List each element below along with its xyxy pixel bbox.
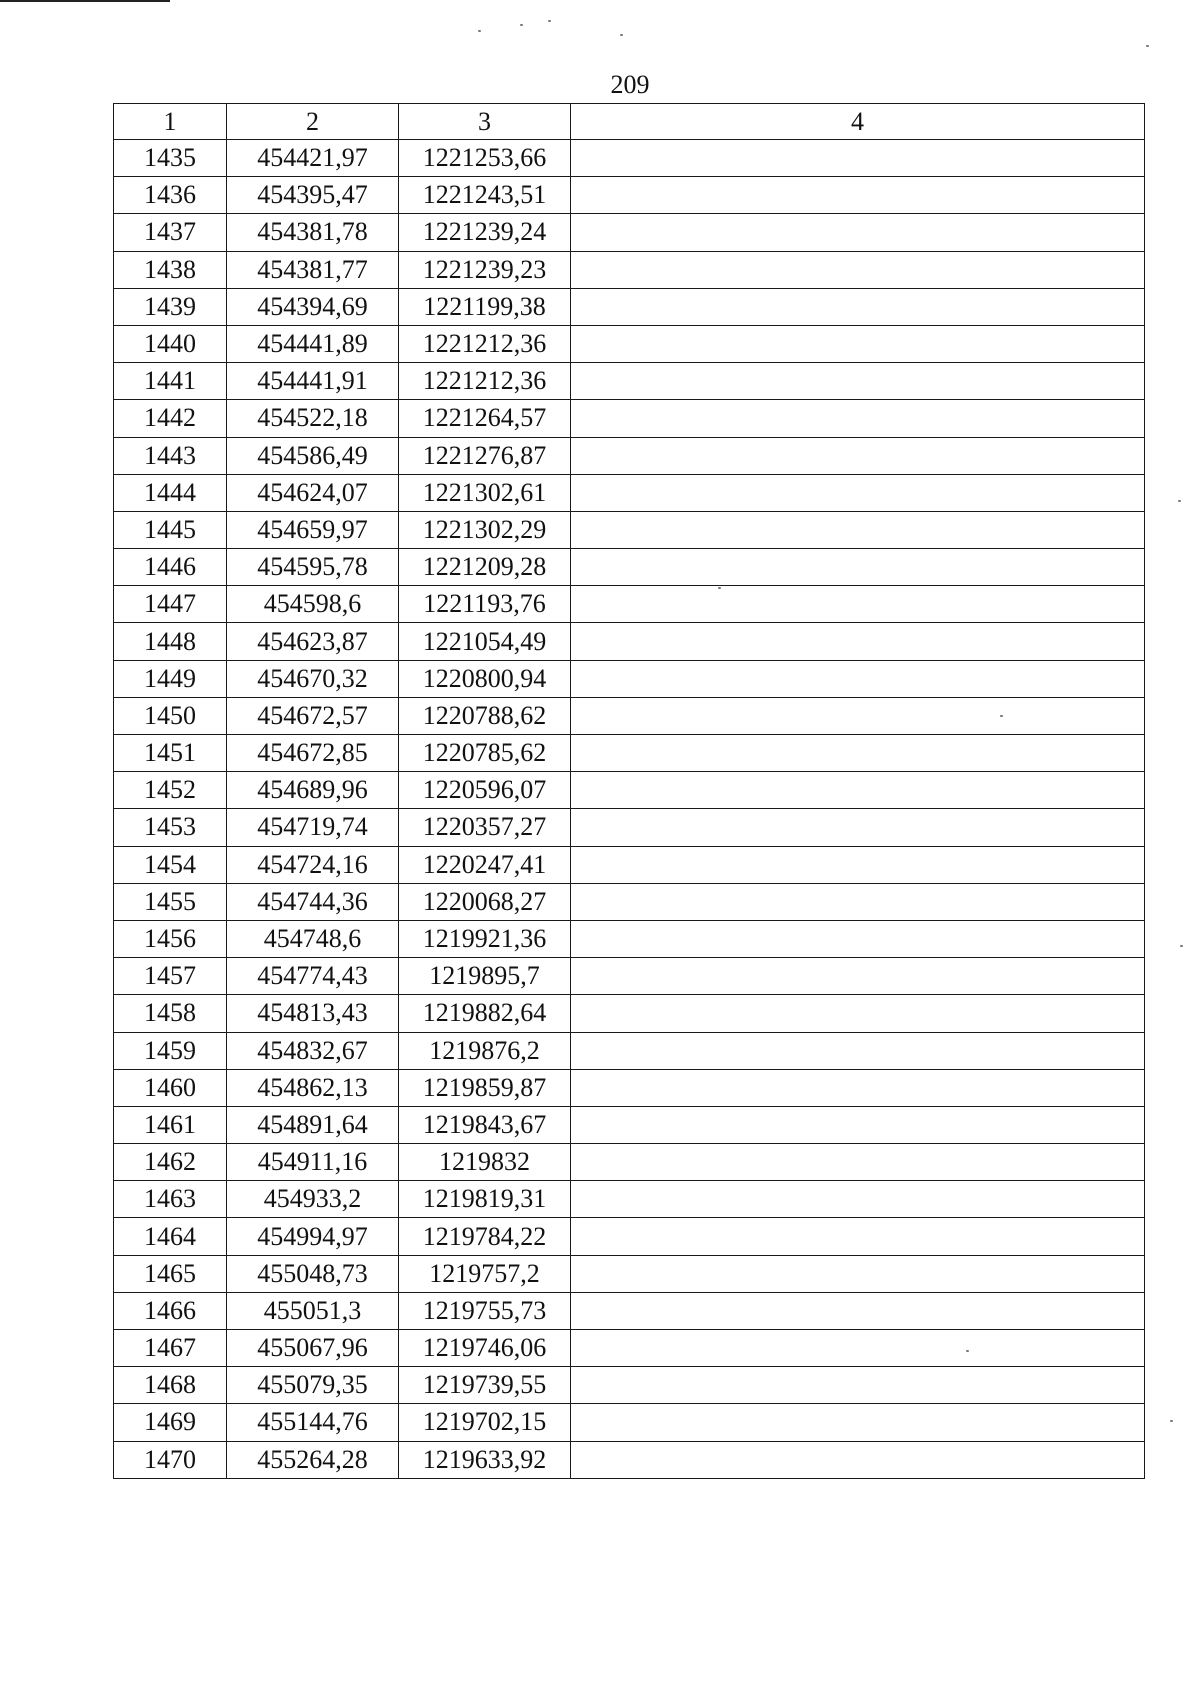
notes-cell — [571, 1218, 1145, 1255]
coordinate-x-cell: 454441,91 — [227, 363, 399, 400]
notes-cell — [571, 1255, 1145, 1292]
table-row — [114, 697, 1145, 734]
point-number-cell: 1454 — [114, 846, 227, 883]
coordinate-x-cell: 454862,13 — [227, 1069, 399, 1106]
table-row — [114, 400, 1145, 437]
coordinate-y-cell: 1221243,51 — [399, 177, 571, 214]
point-number-cell: 1462 — [114, 1144, 227, 1181]
notes-cell — [571, 995, 1145, 1032]
point-number-cell: 1446 — [114, 549, 227, 586]
coordinate-x-cell: 454672,85 — [227, 735, 399, 772]
point-number-cell: 1441 — [114, 363, 227, 400]
table-row — [114, 1292, 1145, 1329]
point-number-cell: 1440 — [114, 325, 227, 362]
point-number-cell: 1451 — [114, 735, 227, 772]
table-row — [114, 474, 1145, 511]
coordinate-y-cell: 1219832 — [399, 1144, 571, 1181]
column-header-1: 1 — [114, 104, 227, 140]
coordinate-y-cell: 1221239,23 — [399, 251, 571, 288]
coordinate-y-cell: 1219746,06 — [399, 1330, 571, 1367]
table-row — [114, 809, 1145, 846]
coordinate-y-cell: 1220785,62 — [399, 735, 571, 772]
column-header-3: 3 — [399, 104, 571, 140]
coordinate-x-cell: 454832,67 — [227, 1032, 399, 1069]
scan-speck — [1146, 45, 1149, 47]
point-number-cell: 1453 — [114, 809, 227, 846]
point-number-cell: 1439 — [114, 288, 227, 325]
point-number-cell: 1445 — [114, 511, 227, 548]
coordinate-y-cell: 1219876,2 — [399, 1032, 571, 1069]
point-number-cell: 1467 — [114, 1330, 227, 1367]
column-header-2: 2 — [227, 104, 399, 140]
coordinate-y-cell: 1219633,92 — [399, 1441, 571, 1478]
point-number-cell: 1465 — [114, 1255, 227, 1292]
coordinate-x-cell: 454748,6 — [227, 920, 399, 957]
coordinate-y-cell: 1219702,15 — [399, 1404, 571, 1441]
table-row — [114, 288, 1145, 325]
coordinate-y-cell: 1221212,36 — [399, 363, 571, 400]
table-row — [114, 1069, 1145, 1106]
notes-cell — [571, 474, 1145, 511]
coordinate-x-cell: 454522,18 — [227, 400, 399, 437]
notes-cell — [571, 400, 1145, 437]
table-row — [114, 1106, 1145, 1143]
coordinate-x-cell: 454623,87 — [227, 623, 399, 660]
scan-speck — [478, 30, 481, 32]
coordinate-y-cell: 1221239,24 — [399, 214, 571, 251]
coordinate-y-cell: 1219819,31 — [399, 1181, 571, 1218]
scan-speck — [620, 34, 623, 36]
point-number-cell: 1468 — [114, 1367, 227, 1404]
coordinate-x-cell: 454994,97 — [227, 1218, 399, 1255]
point-number-cell: 1449 — [114, 660, 227, 697]
notes-cell — [571, 1404, 1145, 1441]
point-number-cell: 1435 — [114, 140, 227, 177]
table-row — [114, 1032, 1145, 1069]
column-header-4: 4 — [571, 104, 1145, 140]
table-row — [114, 995, 1145, 1032]
notes-cell — [571, 214, 1145, 251]
notes-cell — [571, 735, 1145, 772]
notes-cell — [571, 1367, 1145, 1404]
point-number-cell: 1469 — [114, 1404, 227, 1441]
coordinate-y-cell: 1220800,94 — [399, 660, 571, 697]
point-number-cell: 1459 — [114, 1032, 227, 1069]
table-row — [114, 325, 1145, 362]
table-row — [114, 883, 1145, 920]
coordinate-x-cell: 454744,36 — [227, 883, 399, 920]
notes-cell — [571, 511, 1145, 548]
coordinate-x-cell: 454689,96 — [227, 772, 399, 809]
coordinate-y-cell: 1219755,73 — [399, 1292, 571, 1329]
scan-speck — [520, 24, 523, 26]
table-header-row — [114, 104, 1145, 140]
table-row — [114, 1441, 1145, 1478]
scan-speck — [1170, 1420, 1173, 1422]
coordinate-y-cell: 1219739,55 — [399, 1367, 571, 1404]
table-row — [114, 735, 1145, 772]
coordinate-y-cell: 1221054,49 — [399, 623, 571, 660]
table-row — [114, 1367, 1145, 1404]
coordinate-y-cell: 1221276,87 — [399, 437, 571, 474]
point-number-cell: 1436 — [114, 177, 227, 214]
table-row — [114, 586, 1145, 623]
coordinate-x-cell: 454774,43 — [227, 958, 399, 995]
notes-cell — [571, 846, 1145, 883]
coordinate-x-cell: 454672,57 — [227, 697, 399, 734]
coordinate-x-cell: 455051,3 — [227, 1292, 399, 1329]
point-number-cell: 1443 — [114, 437, 227, 474]
coordinate-x-cell: 454911,16 — [227, 1144, 399, 1181]
table-body — [114, 140, 1145, 1479]
coordinate-y-cell: 1220788,62 — [399, 697, 571, 734]
table-row — [114, 1144, 1145, 1181]
coordinate-y-cell: 1221193,76 — [399, 586, 571, 623]
scan-speck — [1180, 945, 1183, 947]
notes-cell — [571, 363, 1145, 400]
point-number-cell: 1458 — [114, 995, 227, 1032]
point-number-cell: 1448 — [114, 623, 227, 660]
point-number-cell: 1447 — [114, 586, 227, 623]
point-number-cell: 1438 — [114, 251, 227, 288]
table-row — [114, 1404, 1145, 1441]
coordinate-y-cell: 1219843,67 — [399, 1106, 571, 1143]
coordinate-y-cell: 1221302,61 — [399, 474, 571, 511]
table-row — [114, 140, 1145, 177]
notes-cell — [571, 1441, 1145, 1478]
notes-cell — [571, 288, 1145, 325]
coordinate-y-cell: 1219859,87 — [399, 1069, 571, 1106]
table-row — [114, 623, 1145, 660]
coordinates-table — [113, 103, 1145, 1479]
coordinate-y-cell: 1220357,27 — [399, 809, 571, 846]
coordinate-x-cell: 454381,78 — [227, 214, 399, 251]
point-number-cell: 1464 — [114, 1218, 227, 1255]
coordinate-y-cell: 1221264,57 — [399, 400, 571, 437]
coordinate-x-cell: 454670,32 — [227, 660, 399, 697]
notes-cell — [571, 1069, 1145, 1106]
coordinate-y-cell: 1219921,36 — [399, 920, 571, 957]
point-number-cell: 1437 — [114, 214, 227, 251]
table-row — [114, 549, 1145, 586]
coordinate-x-cell: 454624,07 — [227, 474, 399, 511]
notes-cell — [571, 251, 1145, 288]
coordinate-x-cell: 454395,47 — [227, 177, 399, 214]
coordinate-x-cell: 454724,16 — [227, 846, 399, 883]
point-number-cell: 1455 — [114, 883, 227, 920]
notes-cell — [571, 325, 1145, 362]
table-row — [114, 958, 1145, 995]
notes-cell — [571, 586, 1145, 623]
coordinate-x-cell: 455067,96 — [227, 1330, 399, 1367]
notes-cell — [571, 437, 1145, 474]
coordinate-y-cell: 1219895,7 — [399, 958, 571, 995]
coordinate-x-cell: 454441,89 — [227, 325, 399, 362]
coordinate-y-cell: 1219784,22 — [399, 1218, 571, 1255]
notes-cell — [571, 958, 1145, 995]
notes-cell — [571, 1292, 1145, 1329]
page-number: 209 — [610, 70, 650, 99]
table-row — [114, 1218, 1145, 1255]
point-number-cell: 1442 — [114, 400, 227, 437]
coordinate-x-cell: 455048,73 — [227, 1255, 399, 1292]
notes-cell — [571, 1106, 1145, 1143]
coordinate-x-cell: 454933,2 — [227, 1181, 399, 1218]
coordinate-y-cell: 1221209,28 — [399, 549, 571, 586]
coordinate-y-cell: 1220068,27 — [399, 883, 571, 920]
coordinate-x-cell: 455144,76 — [227, 1404, 399, 1441]
notes-cell — [571, 549, 1145, 586]
page-top-rule — [0, 0, 170, 2]
notes-cell — [571, 177, 1145, 214]
coordinate-x-cell: 454595,78 — [227, 549, 399, 586]
point-number-cell: 1452 — [114, 772, 227, 809]
coordinate-y-cell: 1219757,2 — [399, 1255, 571, 1292]
coordinate-x-cell: 454394,69 — [227, 288, 399, 325]
notes-cell — [571, 1181, 1145, 1218]
table-row — [114, 214, 1145, 251]
table-row — [114, 1255, 1145, 1292]
notes-cell — [571, 623, 1145, 660]
coordinate-y-cell: 1221253,66 — [399, 140, 571, 177]
table-row — [114, 660, 1145, 697]
point-number-cell: 1460 — [114, 1069, 227, 1106]
table-row — [114, 920, 1145, 957]
table-row — [114, 251, 1145, 288]
coordinate-x-cell: 454421,97 — [227, 140, 399, 177]
table-row — [114, 511, 1145, 548]
notes-cell — [571, 660, 1145, 697]
coordinate-x-cell: 454891,64 — [227, 1106, 399, 1143]
notes-cell — [571, 920, 1145, 957]
point-number-cell: 1463 — [114, 1181, 227, 1218]
notes-cell — [571, 772, 1145, 809]
table-row — [114, 846, 1145, 883]
point-number-cell: 1466 — [114, 1292, 227, 1329]
coordinate-x-cell: 454659,97 — [227, 511, 399, 548]
coordinate-y-cell: 1221199,38 — [399, 288, 571, 325]
coordinate-x-cell: 455264,28 — [227, 1441, 399, 1478]
coordinate-x-cell: 454719,74 — [227, 809, 399, 846]
table-row — [114, 363, 1145, 400]
notes-cell — [571, 1330, 1145, 1367]
point-number-cell: 1461 — [114, 1106, 227, 1143]
coordinate-x-cell: 454598,6 — [227, 586, 399, 623]
table-row — [114, 1330, 1145, 1367]
point-number-cell: 1457 — [114, 958, 227, 995]
notes-cell — [571, 809, 1145, 846]
notes-cell — [571, 1144, 1145, 1181]
coordinate-x-cell: 454586,49 — [227, 437, 399, 474]
notes-cell — [571, 883, 1145, 920]
coordinate-y-cell: 1219882,64 — [399, 995, 571, 1032]
table-row — [114, 1181, 1145, 1218]
point-number-cell: 1456 — [114, 920, 227, 957]
coordinate-x-cell: 454381,77 — [227, 251, 399, 288]
point-number-cell: 1450 — [114, 697, 227, 734]
point-number-cell: 1470 — [114, 1441, 227, 1478]
coordinate-x-cell: 454813,43 — [227, 995, 399, 1032]
notes-cell — [571, 140, 1145, 177]
coordinate-y-cell: 1221302,29 — [399, 511, 571, 548]
coordinate-x-cell: 455079,35 — [227, 1367, 399, 1404]
coordinate-y-cell: 1220596,07 — [399, 772, 571, 809]
table-row — [114, 177, 1145, 214]
notes-cell — [571, 1032, 1145, 1069]
point-number-cell: 1444 — [114, 474, 227, 511]
notes-cell — [571, 697, 1145, 734]
table-row — [114, 772, 1145, 809]
scan-speck — [548, 20, 551, 22]
scan-speck — [1178, 500, 1181, 502]
coordinate-y-cell: 1221212,36 — [399, 325, 571, 362]
coordinate-y-cell: 1220247,41 — [399, 846, 571, 883]
table-row — [114, 437, 1145, 474]
